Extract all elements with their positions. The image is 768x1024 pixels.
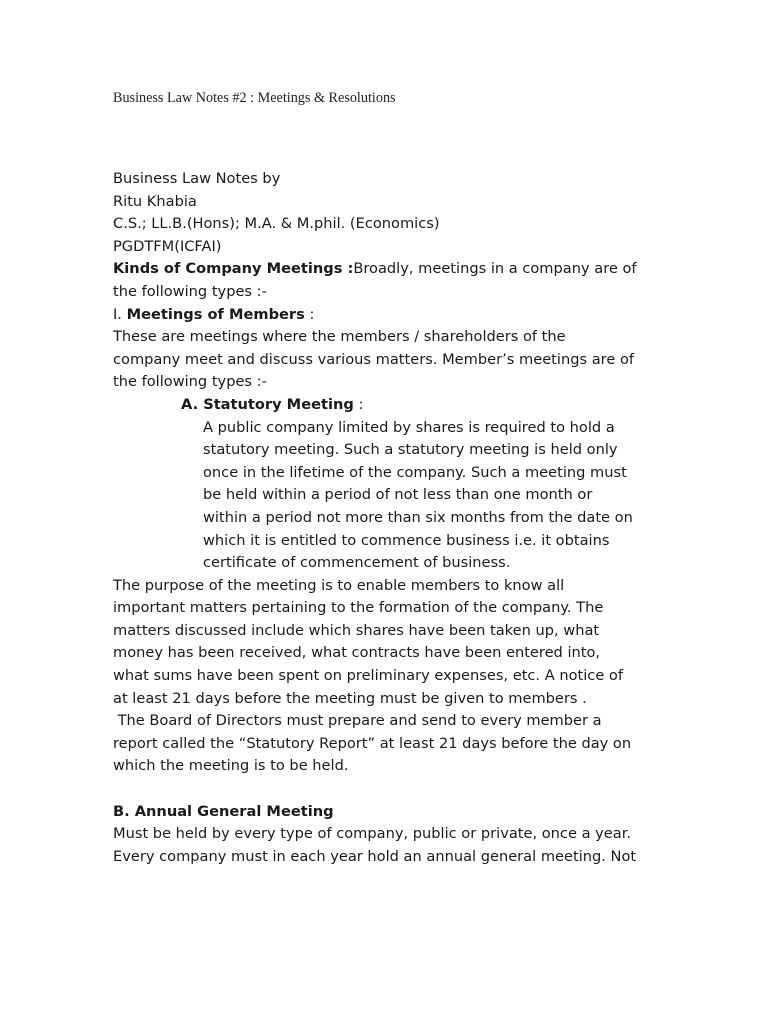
author-name: Ritu Khabia [113,192,197,210]
subsection-a-line: which it is entitled to commence business i.e. it obtains [203,531,610,549]
subsection-a-line: be held within a period of not less than one month or [203,486,593,504]
kinds-text-line: the following types :- [113,282,267,300]
purpose-line: matters discussed include which shares have been taken up, what [113,621,600,639]
subsection-a-suffix: : [353,395,364,413]
subsection-a-line: within a period not more than six months from the date on [203,508,633,526]
kinds-line [113,258,673,281]
subsection-b-line: Every company must in each year hold an annual general meeting. Not [113,847,637,865]
purpose-line: at least 21 days before the meeting must be given to members . [113,689,587,707]
paragraph-gap [113,778,673,801]
subsection-a-line: once in the lifetime of the company. Such a meeting must [203,463,627,481]
subsection-b-line: Must be held by every type of company, public or private, once a year. [113,825,632,843]
subsection-a-heading-line [113,394,673,417]
author-diploma: PGDTFM(ICFAI) [113,237,222,255]
subsection-a-line: certificate of commencement of business. [203,554,511,572]
subsection-a-line: statutory meeting. Such a statutory meeting is held only [203,441,618,459]
purpose-line: The purpose of the meeting is to enable members to know all [113,576,565,594]
purpose-line: what sums have been spent on preliminary expenses, etc. A notice of [113,667,623,685]
purpose-line: important matters pertaining to the formation of the company. The [113,599,604,617]
author-qualifications: C.S.; LL.B.(Hons); M.A. & M.phil. (Economics) [113,215,440,233]
document-title: Business Law Notes #2 : Meetings & Resolutions [113,90,396,106]
purpose-line: report called the “Statutory Report” at least 21 days before the day on [113,734,632,752]
subsection-a-line: A public company limited by shares is required to hold a [203,418,615,436]
section1-line: company meet and discuss various matters. Member’s meetings are of [113,350,635,368]
intro-line: Business Law Notes by [113,170,281,187]
section1-line: These are meetings where the members / shareholders of the [113,328,566,346]
subsection-b-heading: B. Annual General Meeting [113,802,334,820]
subsection-a-heading: A. Statutory Meeting [181,395,354,413]
purpose-line: money has been received, what contracts have been entered into, [113,644,601,662]
section1-line: the following types :- [113,373,267,391]
kinds-heading: Kinds of Company Meetings : [113,260,354,278]
section1-heading: Meetings of Members [126,305,305,323]
kinds-text: Broadly, meetings in a company are of [353,260,637,278]
section1-number: I. [113,305,127,323]
purpose-line: which the meeting is to be held. [113,757,349,775]
document-body [113,168,673,868]
section1-heading-line [113,304,673,327]
section1-suffix: : [304,305,315,323]
purpose-line: The Board of Directors must prepare and send to every member a [113,712,602,730]
